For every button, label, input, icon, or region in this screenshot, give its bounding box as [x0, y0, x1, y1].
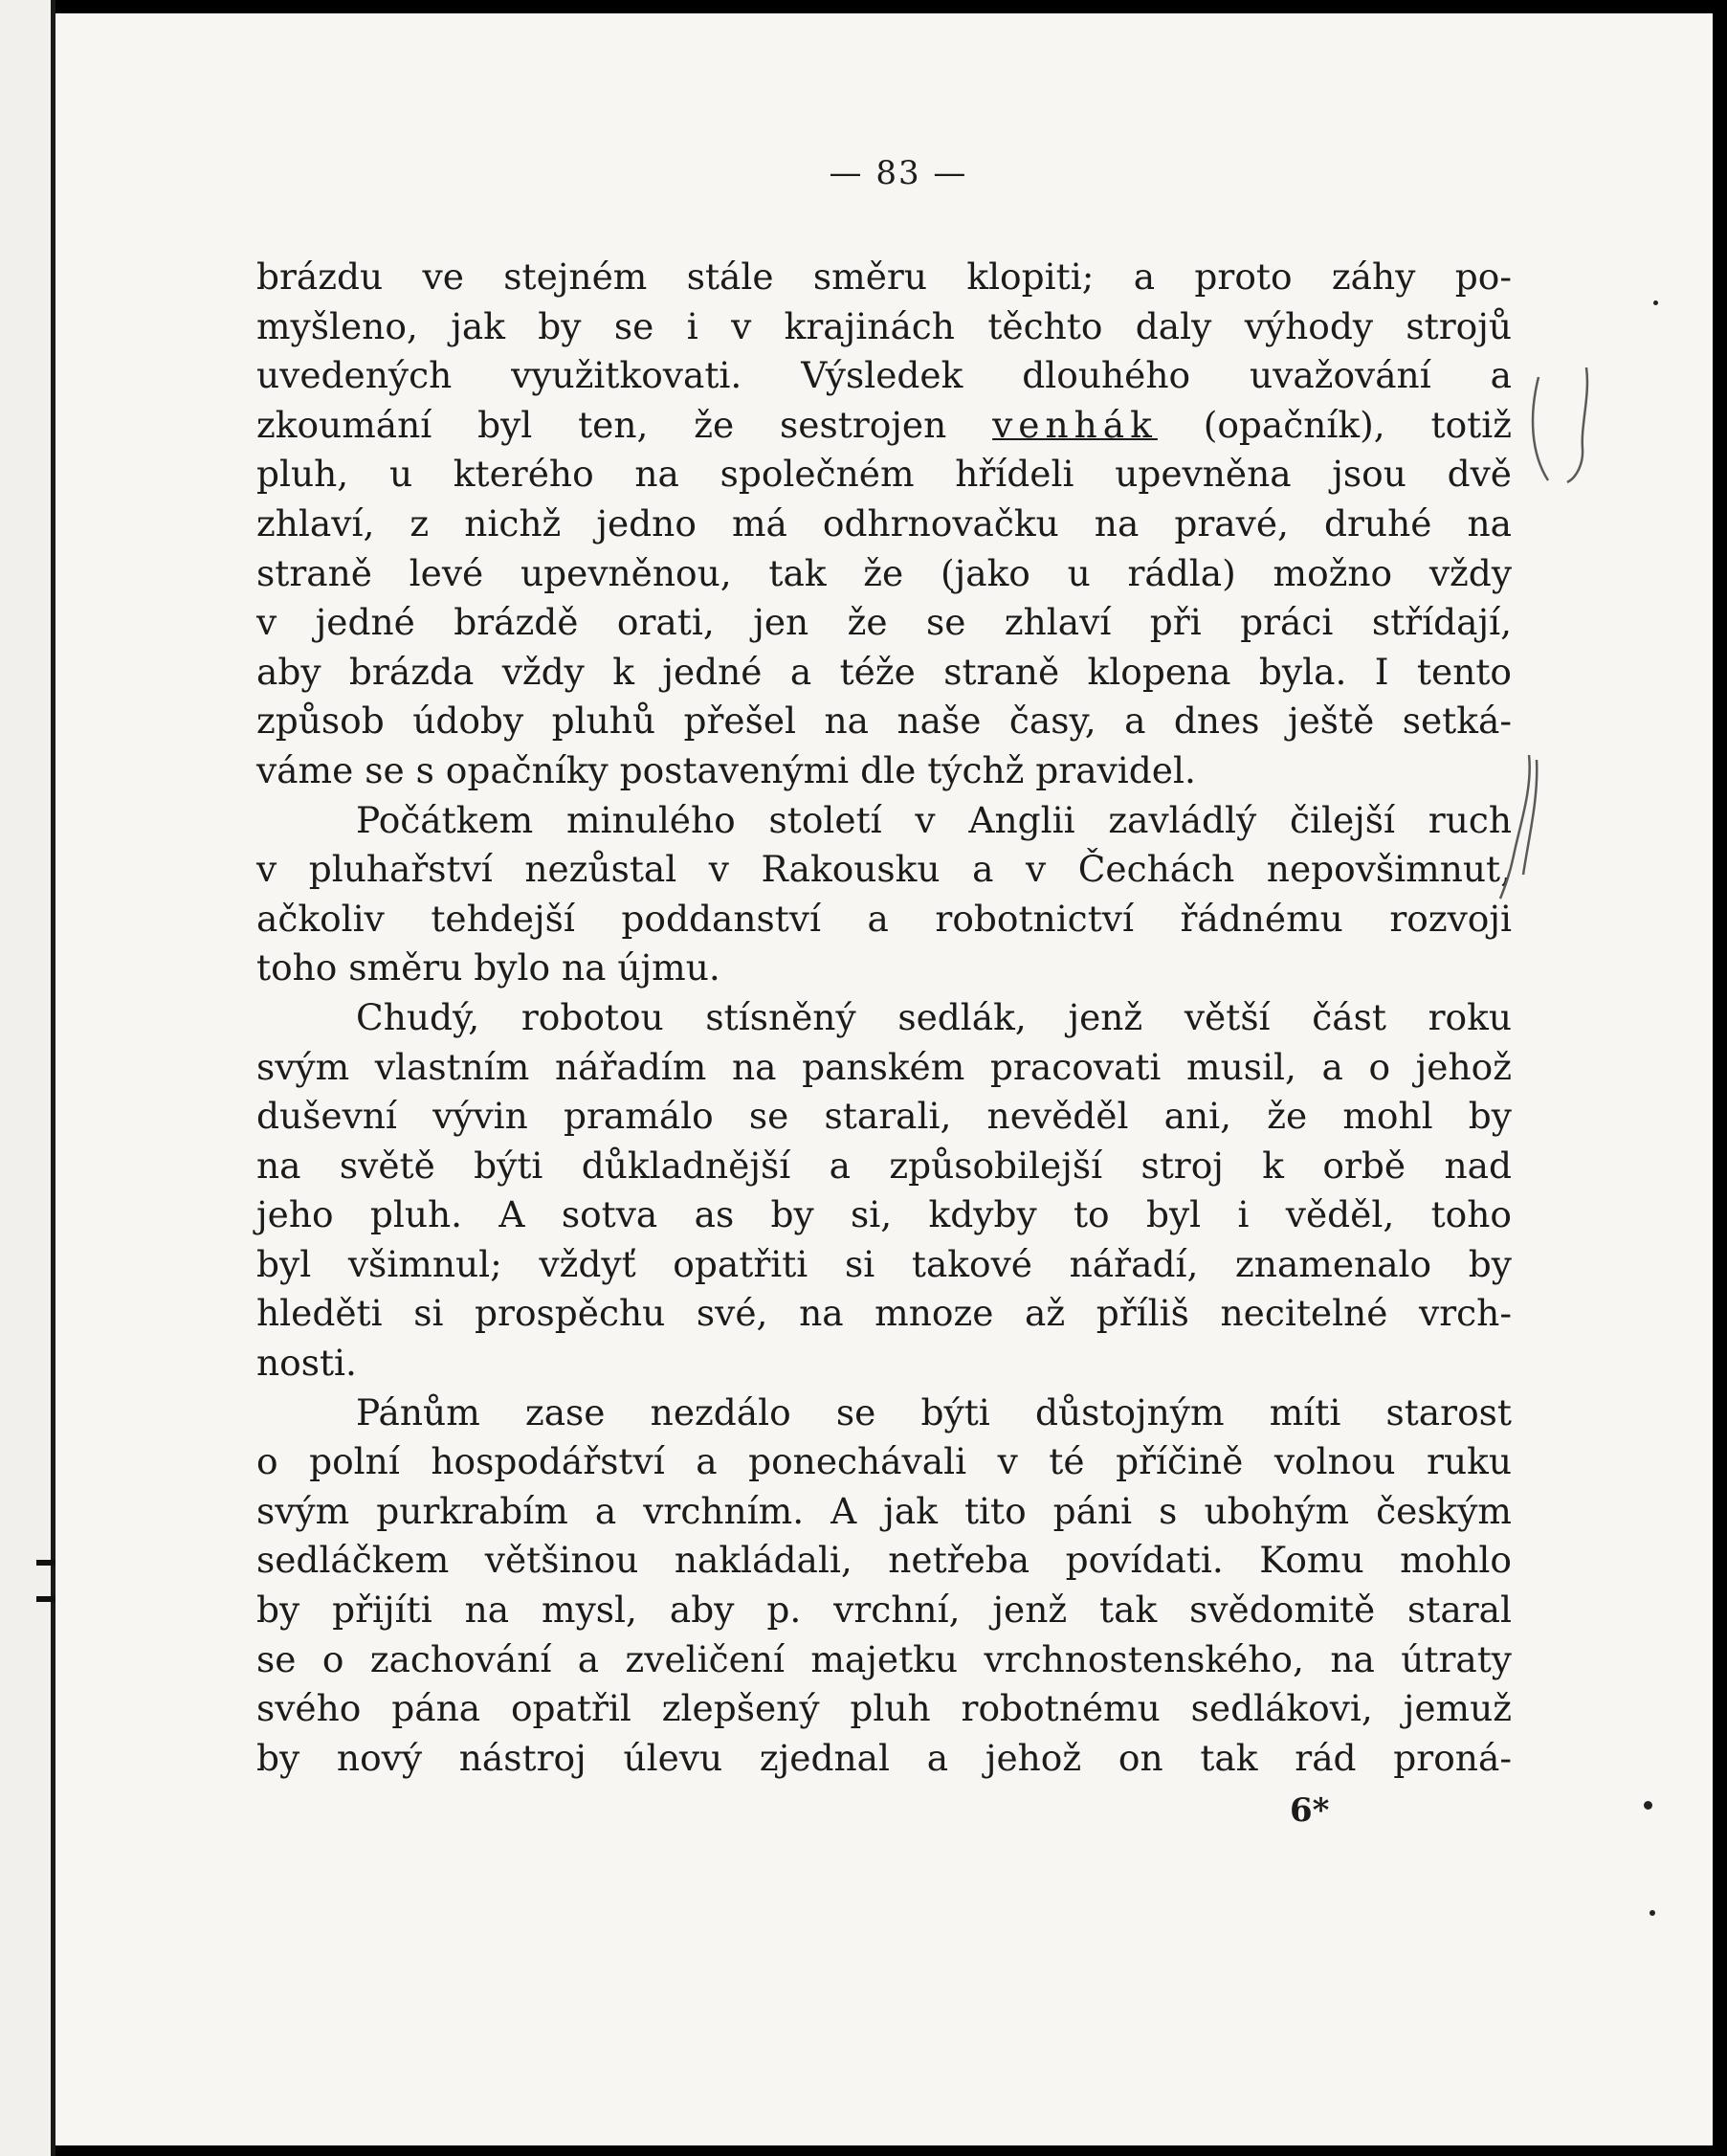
text-line: pluh, u kterého na společném hřídeli upevněna jsou dvě [256, 453, 1512, 496]
paragraph-start: Počátkem minulého století v Anglii zavládlý čilejší ruch [356, 798, 1512, 841]
pencil-annotation [1519, 358, 1605, 501]
text-fragment: zkoumání byl ten, že sestrojen [256, 403, 993, 446]
text-line: v pluhařství nezůstal v Rakousku a v Čechách nepovšimnut, [256, 848, 1512, 891]
text-line: by nový nástroj úlevu zjednal a jehož on tak rád proná- [256, 1736, 1512, 1779]
text-line: nosti. [256, 1342, 357, 1385]
text-line: toho směru bylo na újmu. [256, 946, 720, 989]
text-line: váme se s opačníky postavenými dle týchž pravidel. [256, 748, 1196, 791]
text-line: zhlaví, z nichž jedno má odhrnovačku na pravé, druhé na [256, 501, 1512, 545]
text-line: aby brázda vždy k jedné a téže straně klopena byla. I tento [256, 650, 1512, 693]
text-line: svým purkrabím a vrchním. A jak tito páni s ubohým českým [256, 1489, 1512, 1532]
pencil-annotation [1491, 750, 1548, 903]
text-fragment: (opačník), totiž [1157, 403, 1512, 446]
text-line: hleděti si prospěchu své, na mnoze až příliš necitelné vrch- [256, 1292, 1512, 1335]
text-line: o polní hospodářství a ponechávali v té příčině volnou ruku [256, 1440, 1512, 1483]
text-line: způsob údoby pluhů přešel na naše časy, a dnes ještě setká- [256, 700, 1512, 743]
edge-mark [36, 1596, 57, 1602]
text-line: na světě býti důkladnější a způsobilejší stroj k orbě nad [256, 1144, 1512, 1187]
page-number: — 83 — [829, 154, 968, 192]
speck [1650, 1910, 1655, 1916]
text-line: duševní vývin pramálo se starali, nevěděl ani, že mohl by [256, 1095, 1512, 1138]
text-line: uvedených využitkovati. Výsledek dlouhého uvažování a [256, 354, 1512, 397]
text-line: se o zachování a zveličení majetku vrchnostenského, na útraty [256, 1637, 1512, 1680]
text-line: svým vlastním nářadím na panském pracovati musil, a o jehož [256, 1045, 1512, 1088]
speck [1653, 300, 1658, 305]
text-line: jeho pluh. A sotva as by si, kdyby to byl i věděl, toho [256, 1193, 1512, 1236]
body-text [256, 253, 1512, 1783]
text-line: byl všimnul; vždyť opatřiti si takové nářadí, znamenalo by [256, 1242, 1512, 1285]
text-line: brázdu ve stejném stále směru klopiti; a proto záhy po- [256, 256, 1512, 298]
speck [1644, 1801, 1652, 1810]
paragraph-start: Pánům zase nezdálo se býti důstojným míti starost [356, 1390, 1512, 1434]
text-line: sedláčkem většinou nakládali, netřeba povídati. Komu mohlo [256, 1539, 1512, 1582]
spaced-term: venhák [992, 403, 1158, 446]
text-line: by přijíti na mysl, aby p. vrchní, jenž tak svědomitě staral [256, 1589, 1512, 1632]
paragraph-start: Chudý, robotou stísněný sedlák, jenž větší část roku [356, 995, 1512, 1038]
signature-mark: 6* [1290, 1791, 1330, 1830]
edge-mark [36, 1560, 57, 1566]
text-line: v jedné brázdě orati, jen že se zhlaví při práci střídají, [256, 601, 1512, 644]
text-line: myšleno, jak by se i v krajinách těchto daly výhody strojů [256, 304, 1512, 347]
left-page-edge [0, 0, 55, 2156]
text-line: svého pána opatřil zlepšený pluh robotnému sedlákovi, jemuž [256, 1687, 1512, 1730]
book-page [55, 13, 1713, 2145]
text-line: ačkoliv tehdejší poddanství a robotnictví řádnému rozvoji [256, 897, 1512, 940]
text-line-with-term [256, 401, 1512, 451]
text-line: straně levé upevněnou, tak že (jako u rádla) možno vždy [256, 551, 1512, 594]
